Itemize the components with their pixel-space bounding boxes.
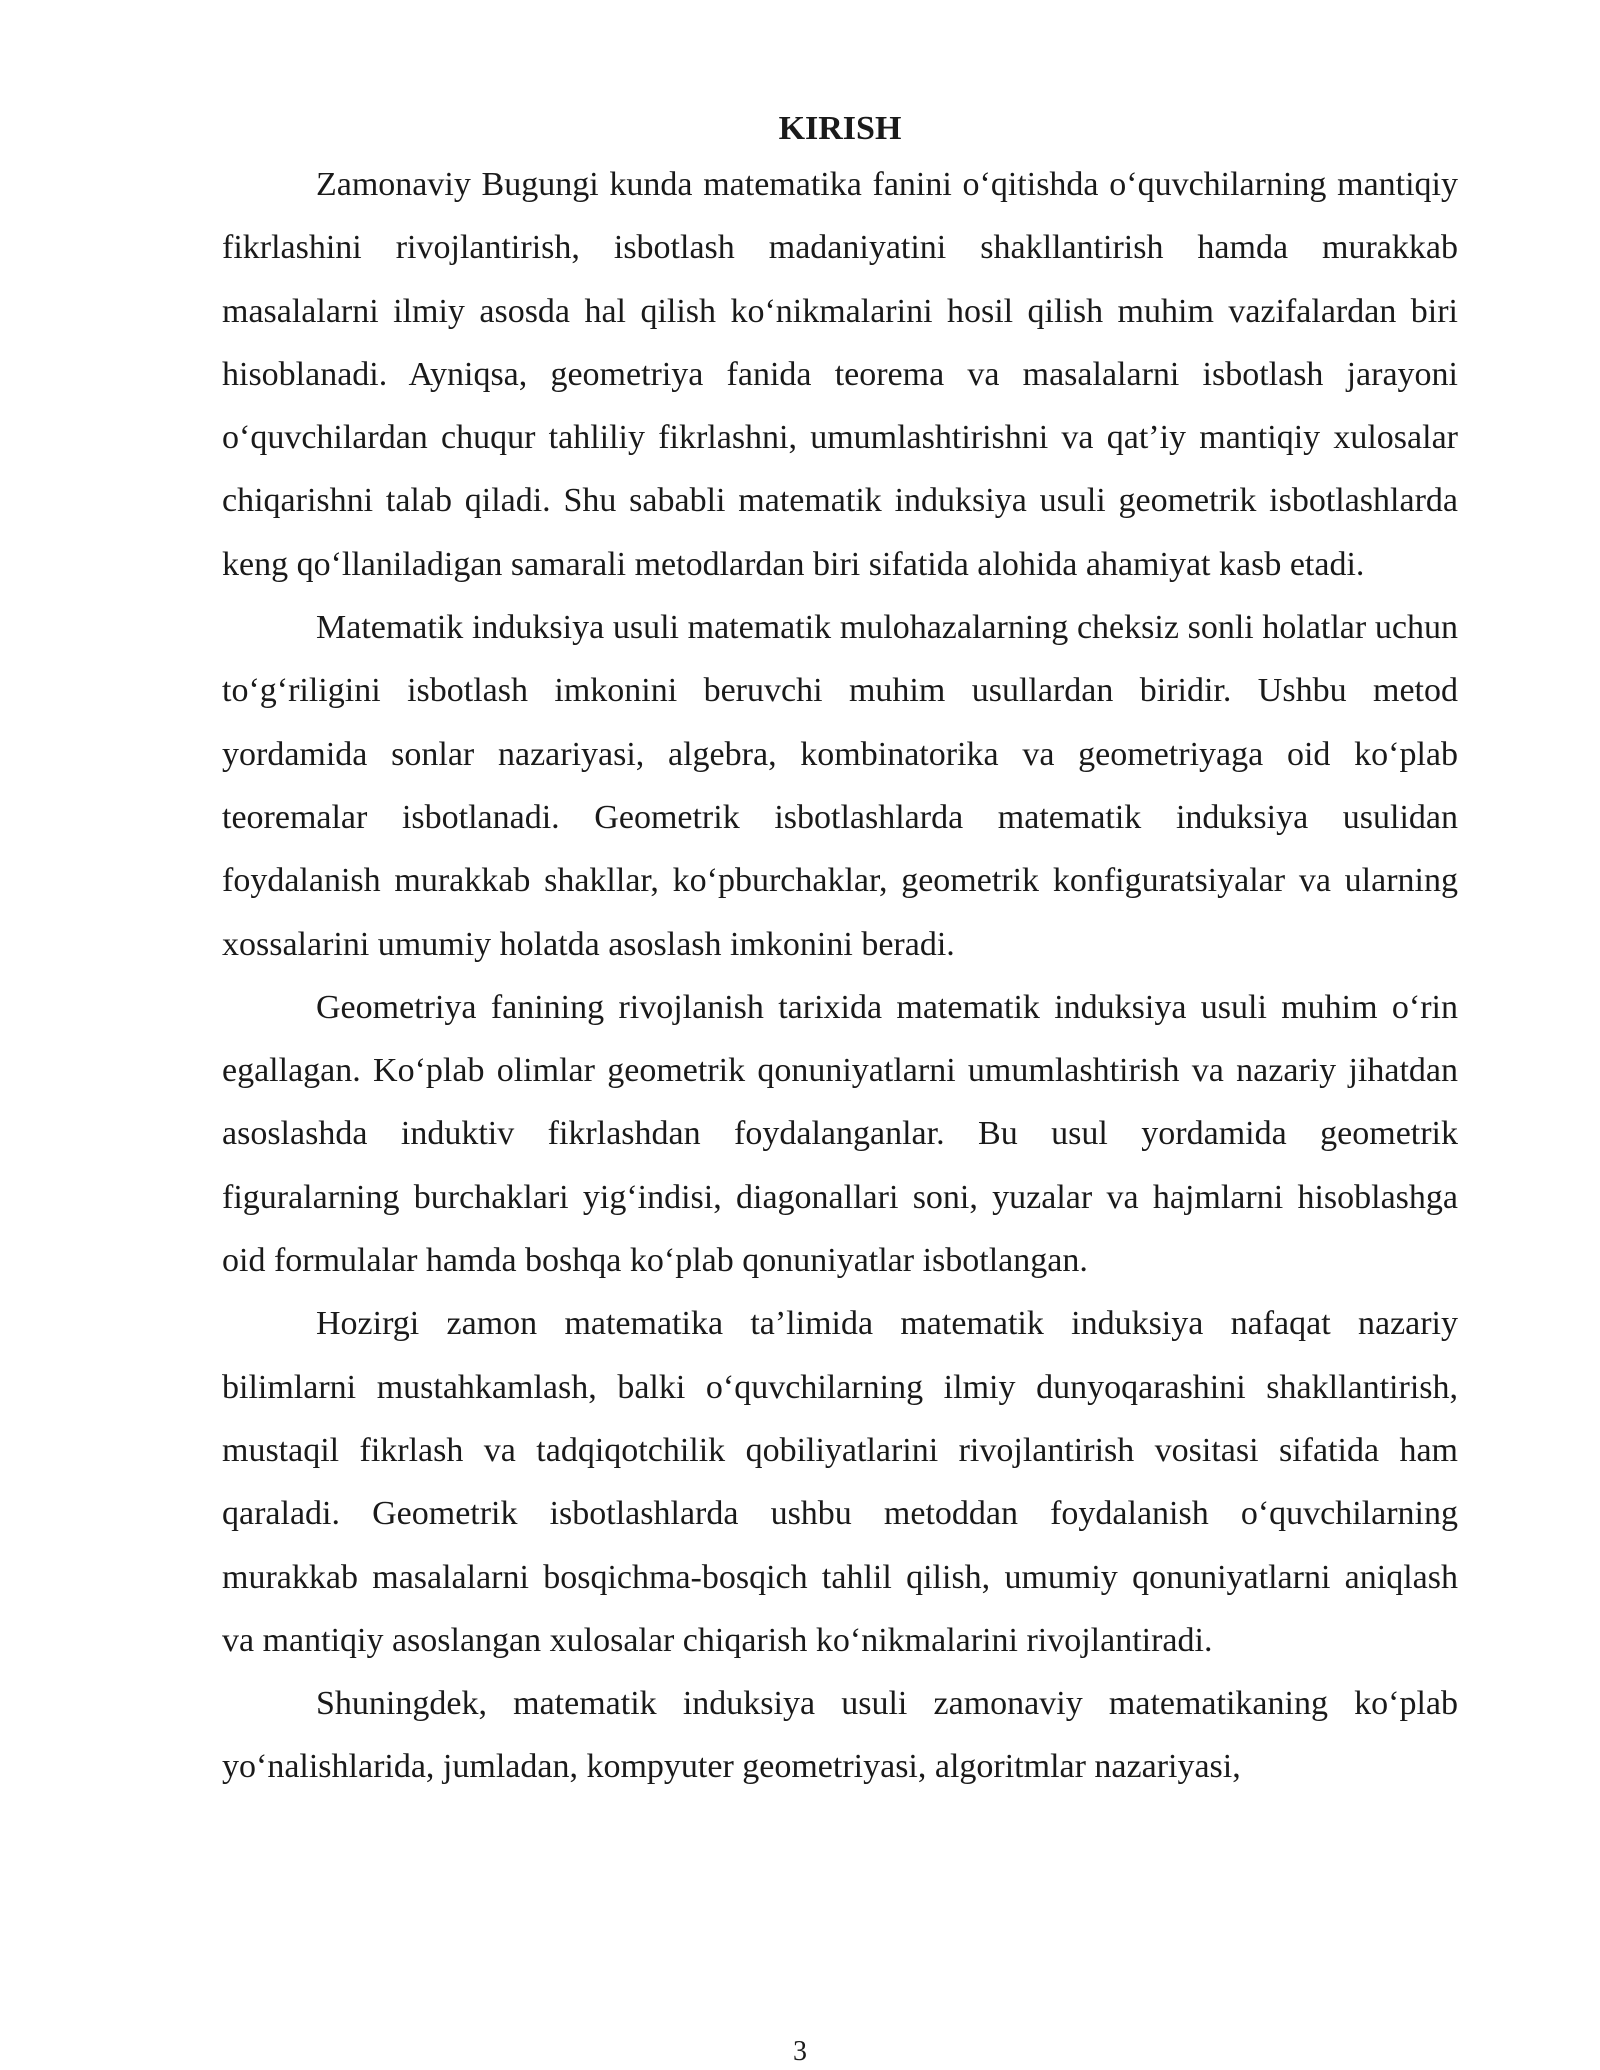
paragraph-3: Geometriya fanining rivojlanish tarixida matematik induksiya usuli muhim o‘rin egallagan. Ko‘plab olimlar geometrik qonuniyatlarni umumlashtirish va nazariy jihatdan asoslashda induktiv fikrlashdan foydalanganlar. Bu usul yordamida geometrik figuralarning burchaklari yig‘indisi, diagonallari soni, yuzalar va hajmlarni hisoblashga oid formulalar hamda boshqa ko‘plab qonuniyatlar isbotlangan.: [222, 988, 1458, 1280]
paragraph-4: Hozirgi zamon matematika ta’limida matematik induksiya nafaqat nazariy bilimlarni mustahkamlash, balki o‘quvchilarning ilmiy dunyoqarashini shakllantirish, mustaqil fikrlash va tadqiqotchilik qobiliyatlarini rivojlantirish vositasi sifatida ham qaraladi. Geometrik isbotlashlarda ushbu metoddan foydalanish o‘quvchilarning murakkab masalalarni bosqichma-bosqich tahlil qilish, umumiy qonuniyatlarni aniqlash va mantiqiy asoslangan xulosalar chiqarish ko‘nikmalarini rivojlantiradi.: [222, 1305, 1458, 1659]
section-heading: KIRISH: [778, 110, 902, 147]
page-number: 3: [793, 2036, 807, 2067]
paragraph-1: Zamonaviy Bugungi kunda matematika fanini o‘qitishda o‘quvchilarning mantiqiy fikrlashini rivojlantirish, isbotlash madaniyatini shakllantirish hamda murakkab masalalarni ilmiy asosda hal qilish ko‘nikmalarini hosil qilish muhim vazifalardan biri hisoblanadi. Ayniqsa, geometriya fanida teorema va masalalarni isbotlash jarayoni o‘quvchilardan chuqur tahliliy fikrlashni, umumlashtirishni va qat’iy mantiqiy xulosalar chiqarishni talab qiladi. Shu sababli matematik induksiya usuli geometrik isbotlashlarda keng qo‘llaniladigan samarali metodlardan biri sifatida alohida ahamiyat kasb etadi.: [222, 166, 1458, 583]
paragraph-5: Shuningdek, matematik induksiya usuli zamonaviy matematikaning ko‘plab yo‘nalishlarida, jumladan, kompyuter geometriyasi, algoritmlar nazariyasi,: [222, 1685, 1458, 1786]
page-content: [222, 105, 1458, 1799]
paragraph-2: Matematik induksiya usuli matematik mulohazalarning cheksiz sonli holatlar uchun to‘g‘riligini isbotlash imkonini beruvchi muhim usullardan biridir. Ushbu metod yordamida sonlar nazariyasi, algebra, kombinatorika va geometriyaga oid ko‘plab teoremalar isbotlanadi. Geometrik isbotlashlarda matematik induksiya usulidan foydalanish murakkab shakllar, ko‘pburchaklar, geometrik konfiguratsiyalar va ularning xossalarini umumiy holatda asoslash imkonini beradi.: [222, 609, 1458, 963]
